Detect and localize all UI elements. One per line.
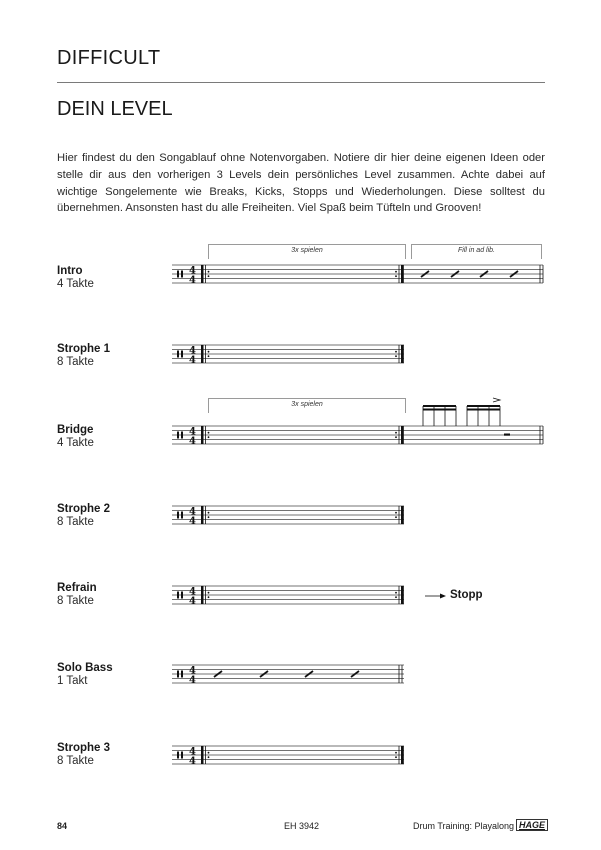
- section-name: Refrain: [57, 582, 97, 594]
- section-name: Strophe 2: [57, 503, 111, 515]
- staff-bridge: [172, 398, 543, 447]
- publisher-logo: HAGE: [516, 819, 548, 831]
- section-name: Intro: [57, 265, 83, 277]
- section-bars: 8 Takte: [57, 755, 94, 767]
- page-number: 84: [57, 821, 68, 831]
- music-staves: 4 4: [0, 0, 601, 850]
- intro-paragraph: Hier findest du den Songablauf ohne Notenvorgaben. Notiere dir hier deine eigenen Ideen oder stelle dir aus den vorherigen 3 Levels dein persönliches Level zusammen. Achte dabei auf wichtige Songelemente wie Breaks, Kicks, Stopps und Wiederholungen. Diese solltest du übernehmen. Ansonsten hast du alle Freiheiten. Viel Spaß beim Tüfteln und Grooven!: [57, 152, 545, 215]
- staff-solo-bass: [172, 665, 404, 686]
- staff-strophe-2: [172, 506, 404, 527]
- stopp-annotation: Stopp: [450, 589, 483, 601]
- section-bars: 8 Takte: [57, 516, 94, 528]
- section-bars: 1 Takt: [57, 675, 88, 687]
- staff-refrain: [172, 586, 446, 607]
- section-name: Strophe 3: [57, 742, 111, 754]
- staff-strophe-1: [172, 345, 404, 366]
- page-title: DEIN LEVEL: [57, 98, 173, 120]
- bracket-label: 3x spielen: [291, 401, 323, 408]
- section-bars: 8 Takte: [57, 356, 94, 368]
- bracket-label: 3x spielen: [291, 247, 323, 254]
- section-label: DIFFICULT: [57, 47, 161, 69]
- bracket-label: Fill in ad lib.: [458, 247, 495, 254]
- staff-intro: [172, 265, 543, 286]
- section-name: Bridge: [57, 424, 94, 436]
- catalog-number: EH 3942: [284, 821, 320, 831]
- section-bars: 8 Takte: [57, 595, 94, 607]
- section-name: Strophe 1: [57, 343, 111, 355]
- section-bars: 4 Takte: [57, 437, 94, 449]
- section-bars: 4 Takte: [57, 278, 94, 290]
- staff-strophe-3: [172, 746, 404, 767]
- book-title: Drum Training: Playalong: [413, 821, 515, 831]
- section-name: Solo Bass: [57, 662, 113, 674]
